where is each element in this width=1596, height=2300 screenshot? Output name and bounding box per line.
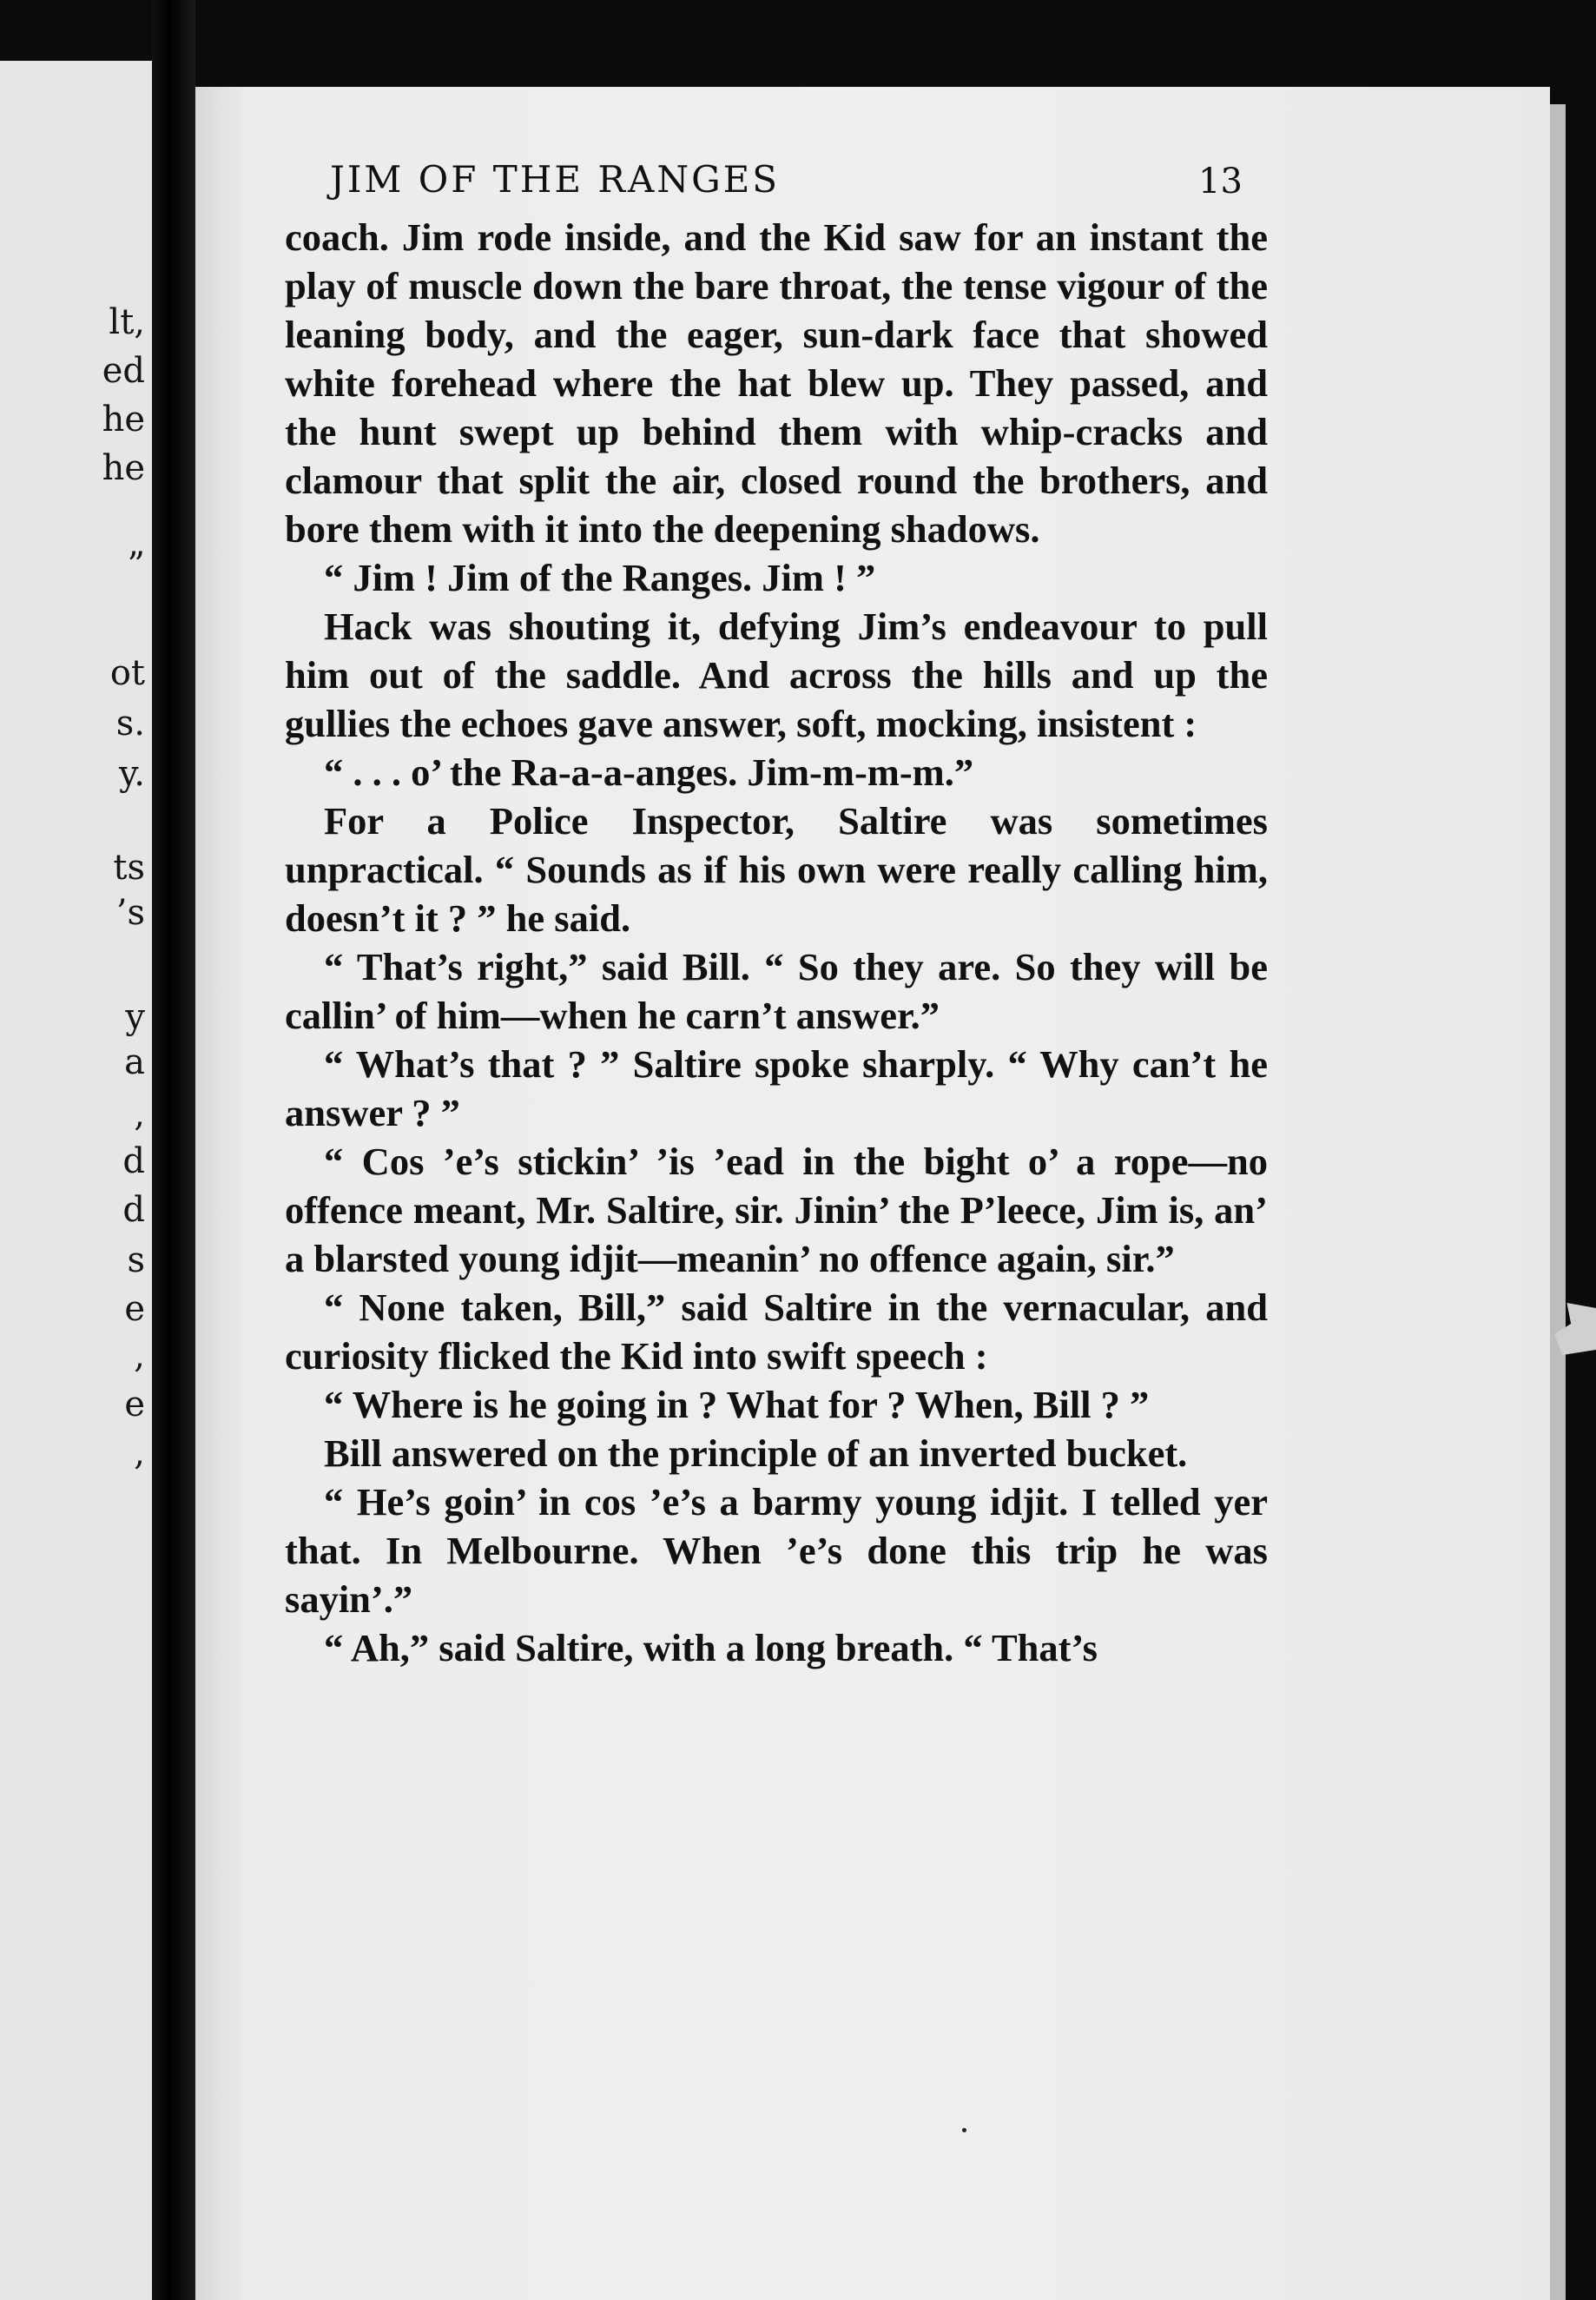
left-page-fragment [0,61,152,2300]
paragraph: “ Jim ! Jim of the Ranges. Jim ! ” [324,556,876,599]
left-page-line: ts [113,848,145,888]
page-edge [1550,104,1566,2300]
left-page-line: , [134,1433,145,1473]
left-page-line: he [102,448,145,488]
left-page-line: lt, [109,302,145,342]
left-page-line: ed [102,351,145,391]
paragraph: “ . . . o’ the Ra-a-a-anges. Jim-m-m-m.” [324,750,974,794]
left-page-line: s [127,1240,145,1280]
paragraph: “ What’s that ? ” Saltire spoke sharply. “ Why can’t he answer ? ” [285,1042,1268,1134]
left-page-line: d [122,1190,145,1230]
left-page-line: , [134,1336,145,1376]
left-page-line: d [122,1141,145,1181]
paragraph: Hack was shouting it, defying Jim’s endeavour to pull him out of the saddle. And across the hills and up the gullies the echoes gave answer, soft, mocking, insistent : [285,605,1268,745]
left-page-line: y [125,997,145,1037]
left-page-line: s. [115,704,145,744]
left-page-line: ot [109,653,145,693]
left-page-line: e [124,1289,145,1329]
paragraph: Bill answered on the principle of an inverted bucket. [324,1431,1188,1475]
paragraph: “ None taken, Bill,” said Saltire in the vernacular, and curiosity flicked the Kid into swift speech : [285,1285,1268,1378]
left-page-line: e [124,1385,145,1424]
running-title: JIM OF THE RANGES [330,158,781,201]
paragraph: “ That’s right,” said Bill. “ So they are. So they will be callin’ of him—when he carn’t answer.” [285,945,1268,1037]
paragraph: “ Where is he going in ? What for ? When, Bill ? ” [324,1383,1150,1426]
left-page-line: y. [119,754,145,794]
paragraph: “ Ah,” said Saltire, with a long breath. “ That’s [324,1626,1098,1669]
left-page-line: a [124,1042,145,1082]
paragraph: coach. Jim rode inside, and the Kid saw for an instant the play of muscle down the bare throat, the tense vigour of the leaning body, and the eager, sun-dark face that showed white forehead where the hat blew up. They passed, and the hunt swept up behind them with whip-cracks and clamour that split the air, closed round the brothers, and bore them with it into the deepening shadows. [285,215,1268,551]
book-gutter [152,0,195,2300]
left-page-line: he [102,400,145,440]
left-page-line: , [134,1094,145,1134]
left-page-line: ’s [115,893,145,933]
ink-speck [962,2128,966,2132]
paragraph: “ Cos ’e’s stickin’ ’is ’ead in the bight o’ a rope—no offence meant, Mr. Saltire, sir. Jinin’ the P’leece, Jim is, an’ a blarsted young idjit—meanin’ no offence again, sir.” [285,1140,1268,1280]
paragraph: “ He’s goin’ in cos ’e’s a barmy young idjit. I telled yer that. In Melbourne. When ’e’s done this trip he was sayin’.” [285,1480,1268,1621]
page-number: 13 [1198,162,1243,202]
left-page-line: ” [127,545,145,585]
paragraph: For a Police Inspector, Saltire was sometimes unpractical. “ Sounds as if his own were really calling him, doesn’t it ? ” he said. [285,799,1268,940]
body-text [285,213,1268,1672]
